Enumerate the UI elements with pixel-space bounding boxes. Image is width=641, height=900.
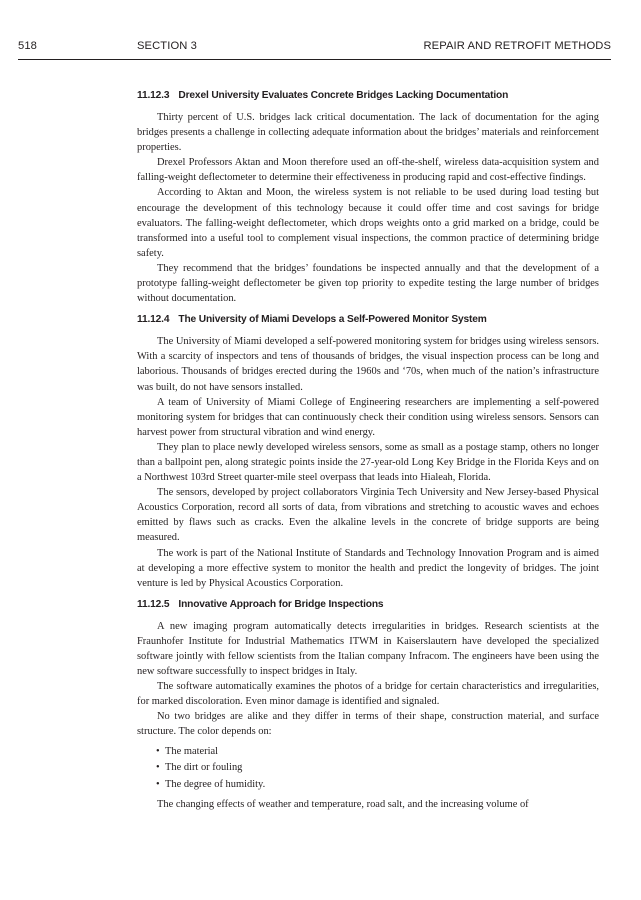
list-item-text: The dirt or fouling <box>165 762 243 774</box>
section-11-12-3 <box>137 88 599 306</box>
list-item-text: The material <box>165 745 219 757</box>
paragraph: No two bridges are alike and they differ in terms of their shape, construction material, and surface structure. The color depends on: <box>137 711 599 738</box>
section-label: SECTION 3 <box>137 40 197 52</box>
bullet-list <box>137 744 599 794</box>
section-number: 11.12.4 <box>137 314 170 326</box>
paragraph: Thirty percent of U.S. bridges lack critical documentation. The lack of documentation for the aging bridges presents a challenge in collecting adequate information about the bridges’ materials and reinforcement properties. <box>137 112 599 154</box>
paragraph: The work is part of the National Institute of Standards and Technology Innovation Program and is aimed at developing a more effective system to monitor the health and predict the longevity of bridges. The joint venture is led by Physical Acoustics Corporation. <box>137 547 599 589</box>
paragraph: A team of University of Miami College of Engineering researchers are implementing a self-powered monitoring system for bridges that can continuously check their condition using wireless sensors. Sensors can harvest power from structural vibration and wind energy. <box>137 396 599 438</box>
paragraph: They recommend that the bridges’ foundations be inspected annually and that the development of a prototype falling-weight deflectometer be given top priority to expedite testing the large number of bridges without documentation. <box>137 262 599 305</box>
section-11-12-5 <box>137 597 599 813</box>
list-item-text: The degree of humidity. <box>165 778 266 790</box>
section-11-12-4 <box>137 312 599 591</box>
paragraph: The University of Miami developed a self-powered monitoring system for bridges using wireless sensors. With a scarcity of inspectors and tens of thousands of bridges, the visual inspection process can be long and laborious. Thousands of bridges erected during the 1960s and ‘70s, when much of the nation’s infrastructure was built, do not have sensors installed. <box>137 336 599 393</box>
paragraph: A new imaging program automatically detects irregularities in bridges. Research scientists at the Fraunhofer Institute for Industrial Mathematics ITWM in Kaiserslautern have developed the specialized software jointly with fellow scientists from the Italian company Infracom. The engineers have been using the new software successfully to inspect bridges in Italy. <box>137 620 599 678</box>
section-title: Innovative Approach for Bridge Inspections <box>178 598 384 610</box>
section-title: The University of Miami Develops a Self-Powered Monitor System <box>178 314 487 326</box>
running-header <box>18 34 611 60</box>
bullet-icon: • <box>156 778 160 790</box>
paragraph: According to Aktan and Moon, the wireless system is not reliable to be used during load testing but encourage the development of this technology because it could offer time and cost savings for bridge evaluators. The falling-weight deflectometer, which drops weights onto a grid marked on a bridge, could be transformed into a useful tool to complement visual inspections, the common practice of determining bridge safety. <box>137 187 599 259</box>
list-item <box>156 744 599 761</box>
paragraph: The changing effects of weather and temperature, road salt, and the increasing volume of <box>157 799 529 811</box>
header-rule <box>18 59 611 60</box>
section-number: 11.12.5 <box>137 598 170 610</box>
section-heading <box>137 88 599 103</box>
page-body <box>137 88 599 818</box>
paragraph: The software automatically examines the photos of a bridge for certain characteristics and irregularities, for marked discoloration. Even minor damage is identified and signaled. <box>137 681 599 708</box>
paragraph: The sensors, developed by project collaborators Virginia Tech University and New Jersey-based Physical Acoustics Corporation, record all sorts of data, from vibrations and stretching to acoustic waves and echoes emitted by flaws such as cracks. Even the alkaline levels in the concrete of bridge supports are being measured. <box>137 487 599 544</box>
running-title: REPAIR AND RETROFIT METHODS <box>423 40 611 52</box>
list-item <box>156 777 599 794</box>
section-number: 11.12.3 <box>137 90 170 101</box>
page-number: 518 <box>18 40 37 52</box>
paragraph: They plan to place newly developed wireless sensors, some as small as a postage stamp, others no longer than a ballpoint pen, along strategic points inside the 27-year-old Long Key Bridge in the Florida Keys and on a Northwest 103rd Street quarter-mile steel overpass that leads into Hialeah, Florida. <box>137 441 599 484</box>
paragraph: Drexel Professors Aktan and Moon therefore used an off-the-shelf, wireless data-acquisition system and falling-weight deflectometer to determine their effectiveness in producing rapid and cost-effective findings. <box>137 157 599 184</box>
bullet-icon: • <box>156 745 160 757</box>
list-item <box>156 760 599 777</box>
section-title: Drexel University Evaluates Concrete Bridges Lacking Documentation <box>178 90 509 101</box>
section-heading <box>137 597 599 612</box>
bullet-icon: • <box>156 762 160 774</box>
section-heading <box>137 312 599 327</box>
